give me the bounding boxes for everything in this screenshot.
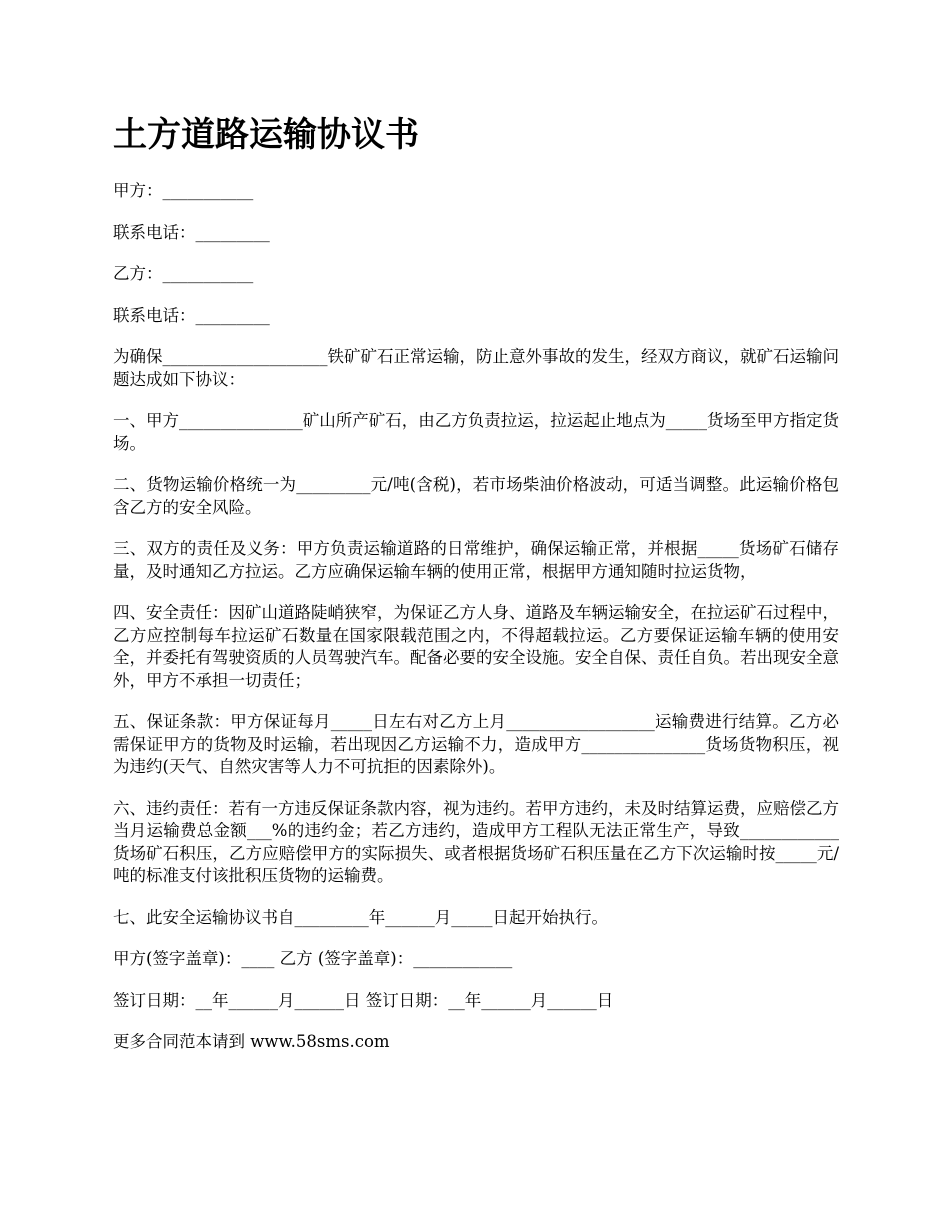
clause-2-paragraph: 二、货物运输价格统一为_________元/吨(含税)，若市场柴油价格波动，可适当调整。此运输价格包含乙方的安全风险。 — [113, 475, 839, 517]
document-page — [113, 110, 839, 1073]
document-title: 土方道路运输协议书 — [113, 115, 419, 155]
preamble-paragraph: 为确保____________________铁矿矿石正常运输，防止意外事故的发生，经双方商议，就矿石运输问题达成如下协议： — [113, 347, 839, 389]
party-a-line: 甲方：___________ — [113, 181, 254, 200]
party-b-line: 乙方：___________ — [113, 264, 254, 283]
party-b-phone-line: 联系电话：_________ — [113, 305, 270, 325]
clause-4-paragraph: 四、安全责任：因矿山道路陡峭狭窄，为保证乙方人身、道路及车辆运输安全，在拉运矿石过程中，乙方应控制每车拉运矿石数量在国家限载范围之内，不得超载拉运。乙方要保证运输车辆的使用安全，并委托有驾驶资质的人员驾驶汽车。配备必要的安全设施。安全自保、责任自负。若出现安全意外，甲方不承担一切责任； — [113, 603, 839, 690]
signature-line: 甲方(签字盖章)：____ 乙方 (签字盖章)：____________ — [113, 949, 513, 968]
clause-7-paragraph: 七、此安全运输协议书自_________年______月_____日起开始执行。 — [113, 907, 608, 927]
signing-date-line: 签订日期：__年______月______日 签订日期：__年______月______日 — [113, 990, 614, 1010]
footer-link-line: 更多合同范本请到 www.58sms.com — [113, 1032, 390, 1051]
party-a-phone-line: 联系电话：_________ — [113, 222, 270, 242]
clause-5-paragraph: 五、保证条款：甲方保证每月_____日左右对乙方上月__________________运输费进行结算。乙方必需保证甲方的货物及时运输，若出现因乙方运输不力，造成甲方_______________货场货物积压，视为违约(天气、自然灾害等人力不可抗拒的因素除外)。 — [113, 712, 839, 776]
clause-1-paragraph: 一、甲方_______________矿山所产矿石，由乙方负责拉运，拉运起止地点为_____货场至甲方指定货场。 — [113, 411, 839, 453]
clause-3-paragraph: 三、双方的责任及义务：甲方负责运输道路的日常维护，确保运输正常，并根据_____货场矿石储存量，及时通知乙方拉运。乙方应确保运输车辆的使用正常，根据甲方通知随时拉运货物， — [113, 539, 839, 581]
clause-6-paragraph: 六、违约责任：若有一方违反保证条款内容，视为违约。若甲方违约，未及时结算运费，应赔偿乙方当月运输费总金额___%的违约金；若乙方违约，造成甲方工程队无法正常生产，导致____________货场矿石积压，乙方应赔偿甲方的实际损失、或者根据货场矿石积压量在乙方下次运输时按_____元/吨的标准支付该批积压货物的运输费。 — [113, 798, 839, 885]
